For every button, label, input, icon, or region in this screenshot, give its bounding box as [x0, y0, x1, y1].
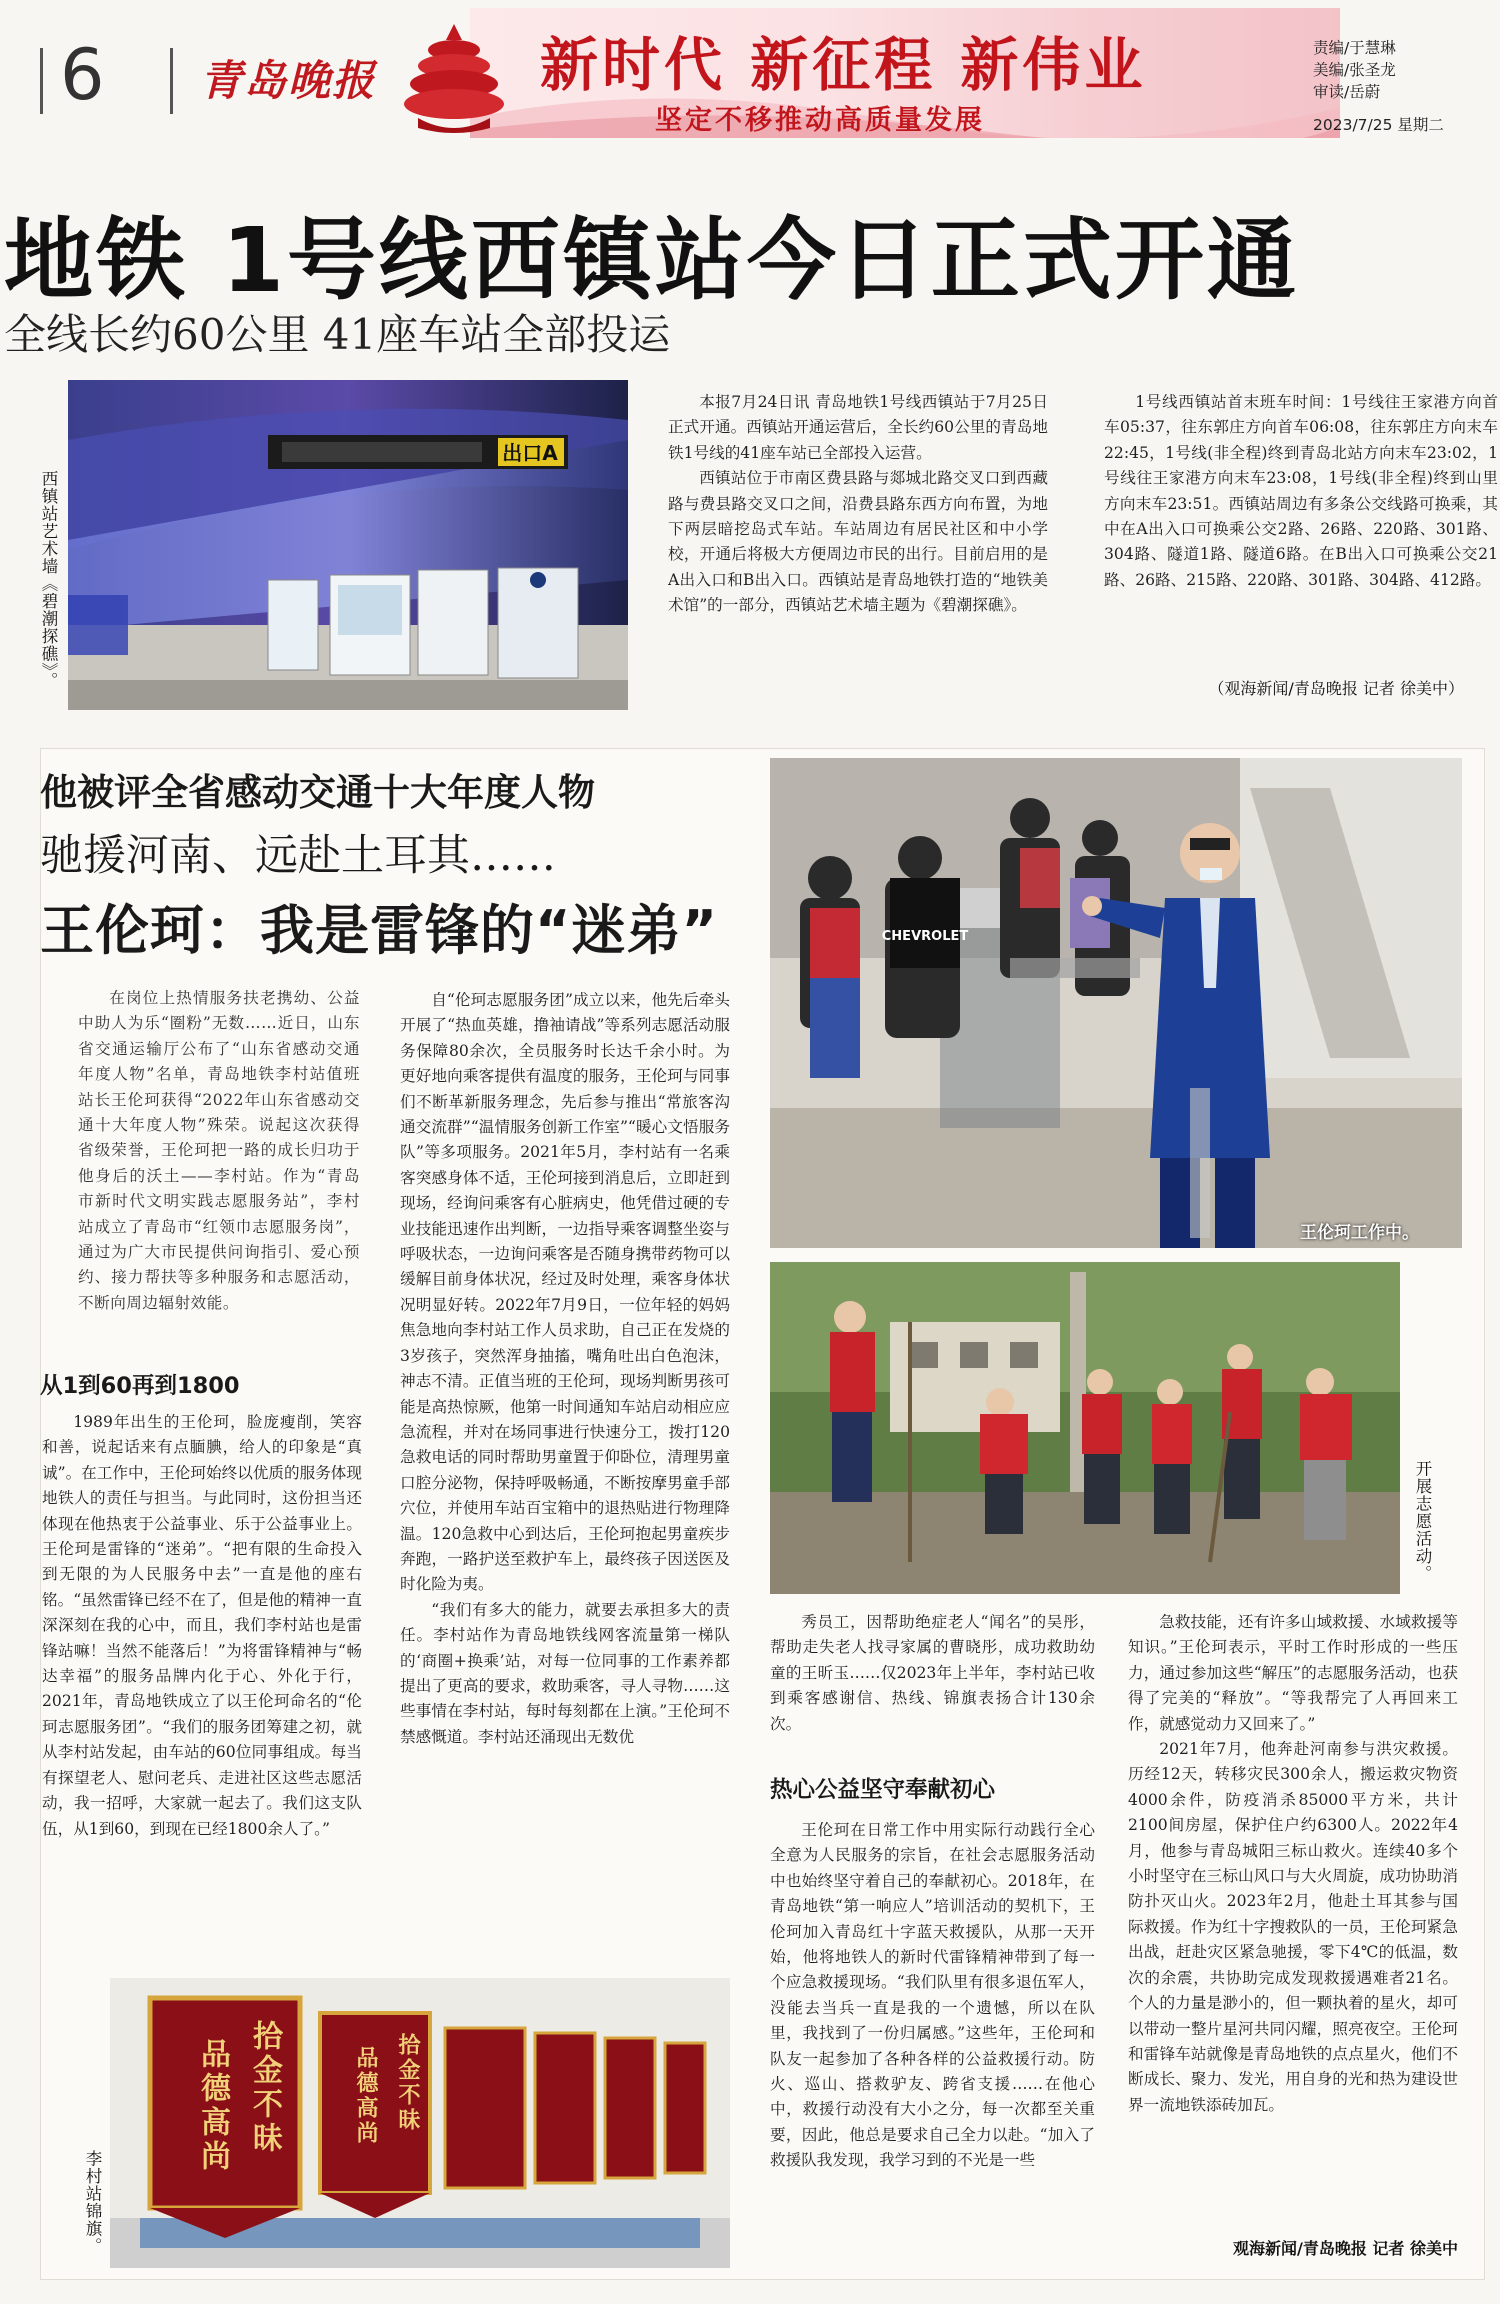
article1-subhead: 全线长约60公里 41座车站全部投运	[4, 310, 671, 359]
photo2-caption: 开展志愿活动。	[1413, 1460, 1432, 1583]
banner1-text-b: 品德高尚	[195, 2038, 230, 2174]
section2-title: 热心公益坚守奉献初心	[770, 1777, 996, 1803]
section2-col3-para-1: 王伦珂在日常工作中用实际行动践行全心全意为人民服务的宗旨，在社会志愿服务活动中也始终坚守着自己的奉献初心。2018年，在青岛地铁“第一响应人”培训活动的契机下，王伦珂加入青岛红十字蓝天救援队，从那一天开始，他将地铁人的新时代雷锋精神带到了每一个应急救援现场。“我们队里有很多退伍军人，没能去当兵一直是我的一个遗憾，所以在队里，我找到了一份归属感。”这些年，王伦珂和队友一起参加了各种各样的公益救援行动。防火、巡山、搭救驴友、跨省支援……在他心中，救援行动没有大小之分，每一次都至关重要，因此，他总是要求自己全力以赴。“加入了救援队我发现，我学习到的不光是一些	[770, 1821, 1095, 2170]
article1-column-1	[668, 390, 1048, 720]
work-photo-illustration	[770, 758, 1462, 1248]
banner-sub-slogan: 坚定不移推动高质量发展	[655, 105, 985, 136]
banner1-text-a: 拾金不昧	[247, 2020, 282, 2156]
article2-lead-para: 在岗位上热情服务扶老携幼、公益中助人为乐“圈粉”无数……近日，山东省交通运输厅公布了“山东省感动交通年度人物”名单，青岛地铁李村站值班站长王伦珂获得“2022年山东省感动交通十大年度人物”殊荣。说起这次获得省级荣誉，王伦珂把一路的成长归功于他身后的沃土——李村站。作为“青岛市新时代文明实践志愿服务站”，李村站成立了青岛市“红领巾志愿服务岗”，通过为广大市民提供问询指引、爱心预约、接力帮扶等多种服务和志愿活动，不断向周边辐射效能。	[78, 989, 360, 1312]
section1-title: 从1到60再到1800	[40, 1373, 240, 1399]
article1-col1-para-2: 西镇站位于市南区费县路与郯城北路交叉口到西藏路与费县路交叉口之间，沿费县路东西方向布置，为地下两层暗挖岛式车站。车站周边有居民社区和中小学校，开通后将极大方便周边市民的出行。目前启用的是A出入口和B出入口。西镇站是青岛地铁打造的“地铁美术馆”的一部分，西镇站艺术墙主题为《碧潮探礁》。	[668, 469, 1048, 615]
banner-main-slogan: 新时代 新征程 新伟业	[540, 31, 1147, 99]
credit-editor: 责编/于慧琳	[1313, 39, 1396, 57]
article2-lead	[78, 986, 360, 1366]
section2-column-4	[1128, 1610, 1458, 2234]
header-rule-left	[40, 48, 43, 114]
section1-col1-para-1: 1989年出生的王伦珂，脸庞瘦削，笑容和善，说起话来有点腼腆，给人的印象是“真诚”。在工作中，王伦珂始终以优质的服务体现地铁人的责任与担当。与此同时，这份担当还体现在他热衷于公益事业、乐于公益事业上。王伦珂是雷锋的“迷弟”。“把有限的生命投入到无限的为人民服务中去”一直是他的座右铭。“虽然雷锋已经不在了，但是他的精神一直深深刻在我的心中，而且，我们李村站也是雷锋站嘛！当然不能落后！”为将雷锋精神与“畅达幸福”的服务品牌内化于心、外化于行，2021年，青岛地铁成立了以王伦珂命名的“伦珂志愿服务团”。“我们的服务团筹建之初，就从李村站发起，由车站的60位同事组成。每当有探望老人、慰问老兵、走进社区这些志愿活动，我一招呼，大家就一起去了。我们这支队伍，从1到60，到现在已经1800余人了。”	[42, 1413, 362, 1838]
header-rule-mid	[170, 48, 173, 114]
station-photo-illustration	[68, 380, 628, 710]
volunteer-photo-illustration	[770, 1262, 1400, 1594]
article1-col1-para-1: 本报7月24日讯 青岛地铁1号线西镇站于7月25日正式开通。西镇站开通运营后，全长约60公里的青岛地铁1号线的41座车站已全部投入运营。	[668, 393, 1048, 462]
credit-proofreader: 审读/岳蔚	[1313, 83, 1381, 101]
article1-col2-para-1: 1号线西镇站首末班车时间：1号线往王家港方向首车05:37，往东郭庄方向首车06:08，往东郭庄方向末车22:45，1号线(非全程)终到青岛北站方向末车23:02，1号线往王家港方向末车23:08，1号线(非全程)终到山里方向末车23:51。西镇站周边有多条公交线路可换乘，其中在A出入口可换乘公交2路、26路、220路、301路、304路、隧道1路、隧道6路。在B出入口可换乘公交21路、26路、215路、220路、301路、304路、412路。	[1104, 393, 1498, 589]
article1-column-2	[1104, 390, 1498, 670]
volunteer-activity-photo	[770, 1262, 1400, 1594]
article1-headline: 地铁 1号线西镇站今日正式开通	[4, 208, 1299, 312]
lighthouse-emblem-icon	[398, 20, 510, 138]
exit-sign-text: 出口A	[502, 441, 558, 465]
photo1-caption: 王伦珂工作中。	[1300, 1223, 1419, 1243]
article1-byline: （观海新闻/青岛晚报 记者 徐美中）	[1208, 679, 1464, 698]
section1-column-3	[770, 1610, 1095, 1748]
article2-kicker: 他被评全省感动交通十大年度人物	[40, 771, 595, 814]
licun-station-banners-photo	[110, 1978, 730, 2268]
section1-col2-para-2: “我们有多大的能力，就要去承担多大的责任。李村站作为青岛地铁线网客流量第一梯队的‘商圈+换乘’站，对每一位同事的工作素养都提出了更高的要求，救助乘客，寻人寻物……这些事情在李村站，每时每刻都在上演。”王伦珂不禁感慨道。李村站还涌现出无数优	[400, 1600, 730, 1746]
station-art-wall-photo	[68, 380, 628, 710]
article1-photo-caption: 西镇站艺术墙《碧潮探礁》。	[39, 470, 58, 690]
section1-column-1	[42, 1410, 362, 1970]
banner2-text-b: 品德高尚	[353, 2046, 378, 2146]
credit-designer: 美编/张圣龙	[1313, 61, 1396, 79]
section2-column-3	[770, 1818, 1095, 2260]
section1-col2-para-1: 自“伦珂志愿服务团”成立以来，他先后牵头开展了“热血英雄，撸袖请战”等系列志愿活动服务保障80余次，全员服务时长达千余小时。为更好地向乘客提供有温度的服务，王伦珂与同事们不断革新服务理念，先后参与推出“常旅客沟通交流群”“温情服务创新工作室”“暖心文悟服务队”等多项服务。2021年5月，李村站有一名乘客突感身体不适，王伦珂接到消息后，立即赶到现场，经询问乘客有心脏病史，他凭借过硬的专业技能迅速作出判断，一边指导乘客调整坐姿与呼吸状态，一边询问乘客是否随身携带药物可以缓解目前身体状况，经过及时处理，乘客身体状况明显好转。2022年7月9日，一位年轻的妈妈焦急地向李村站工作人员求助，自己正在发烧的3岁孩子，突然浑身抽搐，嘴角吐出白色泡沫，神志不清。正值当班的王伦珂，现场判断男孩可能是高热惊厥，他第一时间通知车站启动相应应急流程，并对在场同事进行快速分工，拨打120急救电话的同时帮助男童置于仰卧位，清理男童口腔分泌物，保持呼吸畅通，不断按摩男童手部穴位，并使用车站百宝箱中的退热贴进行物理降温。120急救中心到达后，王伦珂抱起男童疾步奔跑，一路护送至救护车上，最终孩子因送医及时化险为夷。	[400, 991, 730, 1594]
photo3-caption: 李村站锦旗。	[83, 2150, 102, 2255]
section1-col3-para-1: 秀员工，因帮助绝症老人“闻名”的吴彤，帮助走失老人找寻家属的曹晓彤，成功救助幼童的王昕玉……仅2023年上半年，李村站已收到乘客感谢信、热线、锦旗表扬合计130余次。	[770, 1613, 1095, 1733]
newspaper-name: 青岛晚报	[200, 56, 377, 105]
article2-deck: 驰援河南、远赴土耳其……	[40, 831, 556, 881]
shirt-text: CHEVROLET	[881, 929, 969, 944]
wang-at-work-photo	[770, 758, 1462, 1248]
issue-date: 2023/7/25 星期二	[1313, 116, 1444, 134]
section2-col4-para-2: 2021年7月，他奔赴河南参与洪灾救援。历经12天，转移灾民300余人，搬运救灾物资4000余件，防疫消杀85000平方米，共计2100间房屋，保护住户约6300人。2022年4月，他参与青岛城阳三标山救火。连续40多个小时坚守在三标山风口与大火周旋，成功协助消防扑灭山火。2023年2月，他赴土耳其参与国际救援。作为红十字搜救队的一员，王伦珂紧急出战，赶赴灾区紧急驰援，零下4℃的低温，数次的余震，共协助完成发现救援遇难者21名。个人的力量是渺小的，但一颗执着的星火，却可以带动一整片星河共同闪耀，照亮夜空。王伦珂和雷锋车站就像是青岛地铁的点点星火，他们不断成长、聚力、发光，用自身的光和热为建设世界一流地铁添砖加瓦。	[1128, 1740, 1458, 2114]
section2-col4-para-1: 急救技能，还有许多山域救援、水域救援等知识。”王伦珂表示，平时工作时形成的一些压力，通过参加这些“解压”的志愿服务活动，也获得了完美的“释放”。“等我帮完了人再回来工作，就感觉动力又回来了。”	[1128, 1613, 1458, 1733]
banner2-text-a: 拾金不昧	[395, 2033, 420, 2133]
article2-byline: 观海新闻/青岛晚报 记者 徐美中	[1233, 2239, 1458, 2258]
section1-column-2	[400, 988, 730, 1960]
page-number: 6	[60, 34, 105, 116]
article2-title: 王伦珂：我是雷锋的“迷弟”	[40, 899, 718, 962]
